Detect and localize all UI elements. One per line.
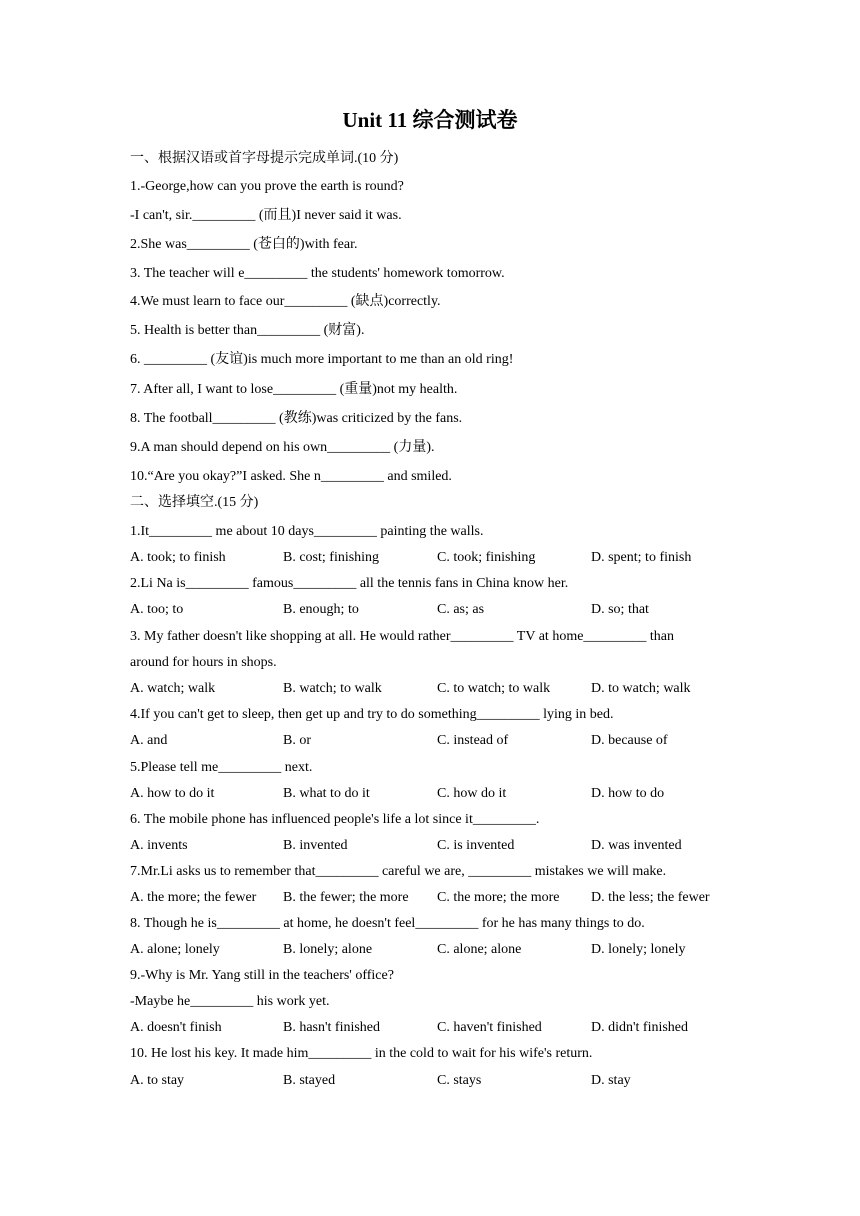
question-line: 1.-George,how can you prove the earth is round? [130,179,404,194]
question-line: around for hours in shops. [130,655,277,670]
option-b: B. invented [283,838,348,853]
option-a: A. how to do it [130,786,215,801]
question-line: 9.-Why is Mr. Yang still in the teachers' office? [130,968,394,983]
option-b: B. the fewer; the more [283,890,409,905]
question-line: 5.Please tell me_________ next. [130,760,313,775]
option-b: B. hasn't finished [283,1020,381,1035]
question-line: 10.“Are you okay?”I asked. She n_________ and smiled. [130,469,452,484]
option-a: A. invents [130,838,188,853]
question-line: 7. After all, I want to lose_________ (重量)not my health. [130,382,458,397]
option-d: D. stay [591,1073,631,1088]
option-d: D. to watch; walk [591,681,691,696]
question-line: 2.She was_________ (苍白的)with fear. [130,237,358,252]
option-c: C. is invented [437,838,515,853]
option-b: B. cost; finishing [283,550,380,565]
option-a: A. and [130,733,168,748]
option-c: C. haven't finished [437,1020,542,1035]
option-c: C. as; as [437,602,485,617]
option-a: A. doesn't finish [130,1020,222,1035]
option-a: A. to stay [130,1073,185,1088]
page-title: Unit 11 综合测试卷 [342,108,518,132]
question-line: 9.A man should depend on his own_________ (力量). [130,440,435,455]
option-a: A. alone; lonely [130,942,220,957]
question-line: 8. The football_________ (教练)was criticized by the fans. [130,411,463,426]
option-b: B. or [283,733,311,748]
question-line: 7.Mr.Li asks us to remember that_________ careful we are, _________ mistakes we will make. [130,864,667,879]
question-line: 1.It_________ me about 10 days_________ painting the walls. [130,524,484,539]
section-heading: 一、根据汉语或首字母提示完成单词.(10 分) [130,151,399,166]
option-b: B. enough; to [283,602,359,617]
option-a: A. took; to finish [130,550,226,565]
option-d: D. so; that [591,602,649,617]
option-d: D. how to do [591,786,665,801]
question-line: 10. He lost his key. It made him_________ in the cold to wait for his wife's return. [130,1046,593,1061]
option-b: B. stayed [283,1073,336,1088]
option-a: A. watch; walk [130,681,216,696]
option-c: C. how do it [437,786,507,801]
question-line: 5. Health is better than_________ (财富). [130,323,365,338]
option-c: C. alone; alone [437,942,522,957]
question-line: 6. _________ (友谊)is much more important to me than an old ring! [130,352,514,367]
option-d: D. lonely; lonely [591,942,686,957]
question-line: 3. The teacher will e_________ the students' homework tomorrow. [130,266,505,281]
question-line: 4.If you can't get to sleep, then get up and try to do something_________ lying in bed. [130,707,614,722]
question-line: 4.We must learn to face our_________ (缺点)correctly. [130,294,441,309]
option-d: D. was invented [591,838,682,853]
option-c: C. to watch; to walk [437,681,551,696]
option-c: C. instead of [437,733,509,748]
option-b: B. watch; to walk [283,681,382,696]
question-line: 2.Li Na is_________ famous_________ all the tennis fans in China know her. [130,576,569,591]
option-d: D. the less; the fewer [591,890,710,905]
question-line: 8. Though he is_________ at home, he doesn't feel_________ for he has many things to do. [130,916,645,931]
question-line: -Maybe he_________ his work yet. [130,994,330,1009]
option-a: A. too; to [130,602,184,617]
question-line: 3. My father doesn't like shopping at all. He would rather_________ TV at home_________ than [130,629,675,644]
option-d: D. didn't finished [591,1020,689,1035]
option-c: C. the more; the more [437,890,560,905]
section-heading: 二、选择填空.(15 分) [130,495,259,510]
option-c: C. stays [437,1073,482,1088]
option-d: D. spent; to finish [591,550,692,565]
option-d: D. because of [591,733,668,748]
option-c: C. took; finishing [437,550,536,565]
question-line: -I can't, sir._________ (而且)I never said it was. [130,208,402,223]
question-line: 6. The mobile phone has influenced people's life a lot since it_________. [130,812,540,827]
option-a: A. the more; the fewer [130,890,257,905]
option-b: B. lonely; alone [283,942,373,957]
option-b: B. what to do it [283,786,370,801]
